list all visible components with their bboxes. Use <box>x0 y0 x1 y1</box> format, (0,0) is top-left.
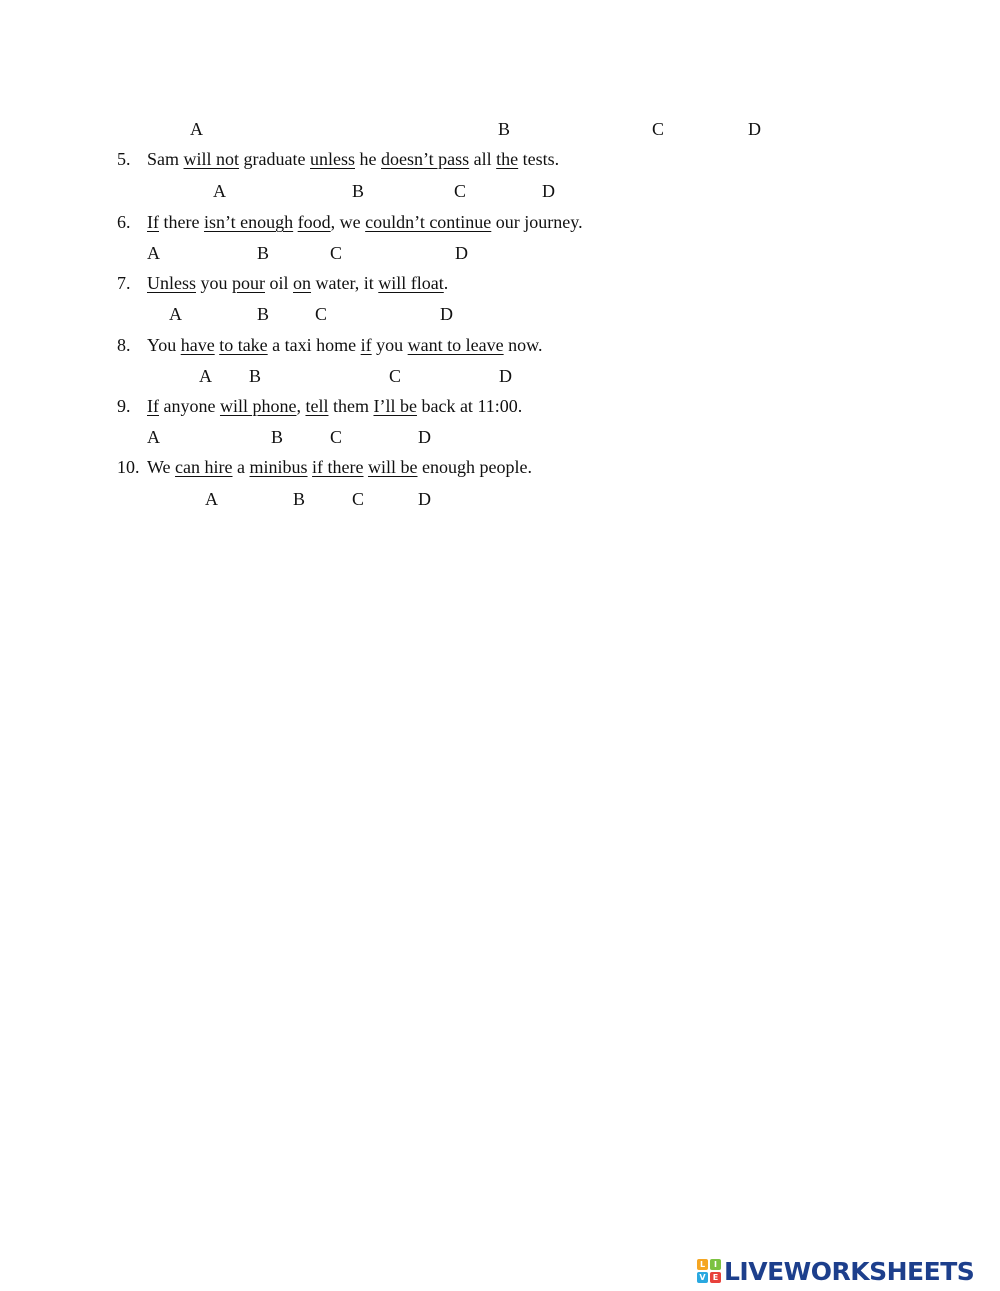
answer-letter: A <box>205 489 218 509</box>
underlined-segment: on <box>293 273 312 293</box>
logo-text: LIVEWORKSHEETS <box>724 1256 975 1286</box>
sentence-segment: you <box>371 335 408 355</box>
answer-letter: D <box>542 181 555 201</box>
question-number: 7. <box>117 273 131 293</box>
sentence-segment: all <box>469 149 497 169</box>
underlined-segment: the <box>496 149 519 169</box>
logo-block: I <box>710 1259 721 1270</box>
underlined-segment: unless <box>310 149 355 169</box>
logo-blocks-icon <box>697 1259 721 1283</box>
underlined-segment: doesn’t pass <box>381 149 470 169</box>
answer-letter: C <box>652 119 665 139</box>
answer-letter: B <box>257 304 270 324</box>
underlined-segment: will be <box>368 457 418 477</box>
question-sentence <box>147 395 522 417</box>
underlined-segment: tell <box>305 396 329 416</box>
sentence-segment: you <box>196 273 232 293</box>
underlined-segment: Unless <box>147 273 196 293</box>
question-sentence <box>147 456 532 478</box>
answer-letter: B <box>498 119 511 139</box>
sentence-segment: tests. <box>518 149 560 169</box>
logo-block: E <box>710 1272 721 1283</box>
answer-letter: A <box>169 304 182 324</box>
liveworksheets-logo <box>697 1254 995 1288</box>
sentence-segment: , we <box>330 212 366 232</box>
answer-letter: D <box>748 119 761 139</box>
answer-letter: D <box>499 366 512 386</box>
underlined-segment: if <box>360 335 372 355</box>
sentence-segment: , <box>296 396 306 416</box>
answer-letter: B <box>257 243 270 263</box>
sentence-segment: . <box>443 273 449 293</box>
question-sentence <box>147 334 542 356</box>
answer-letter: C <box>315 304 328 324</box>
question-sentence <box>147 272 448 294</box>
sentence-segment: anyone <box>159 396 220 416</box>
answer-letter: A <box>147 243 160 263</box>
answer-letter: A <box>190 119 203 139</box>
question-sentence <box>147 148 559 170</box>
answer-letter: D <box>440 304 453 324</box>
answer-letter: C <box>389 366 402 386</box>
question-number: 9. <box>117 396 131 416</box>
underlined-segment: want to leave <box>407 335 504 355</box>
sentence-segment: them <box>328 396 374 416</box>
answer-letter: A <box>213 181 226 201</box>
answer-letter: B <box>249 366 262 386</box>
underlined-segment: isn’t enough <box>203 212 294 232</box>
underlined-segment: will phone <box>219 396 297 416</box>
sentence-segment: there <box>159 212 204 232</box>
sentence-segment: a <box>232 457 250 477</box>
answer-letter: D <box>455 243 468 263</box>
question-number: 6. <box>117 212 131 232</box>
sentence-segment: You <box>147 335 181 355</box>
answer-letter: B <box>271 427 284 447</box>
sentence-segment: back at 11:00. <box>416 396 523 416</box>
question-number: 8. <box>117 335 131 355</box>
sentence-segment: a taxi home <box>267 335 361 355</box>
sentence-segment: We <box>147 457 176 477</box>
answer-letter: C <box>330 427 343 447</box>
answer-letter: C <box>454 181 467 201</box>
answer-letter: A <box>199 366 212 386</box>
answer-letter: D <box>418 427 431 447</box>
underlined-segment: food <box>297 212 331 232</box>
sentence-segment: graduate <box>239 149 310 169</box>
sentence-segment: enough people. <box>417 457 532 477</box>
logo-block: L <box>697 1259 708 1270</box>
underlined-segment: if there <box>312 457 364 477</box>
answer-letter: B <box>352 181 365 201</box>
answer-letter: B <box>293 489 306 509</box>
sentence-segment: oil <box>265 273 294 293</box>
underlined-segment: minibus <box>249 457 308 477</box>
question-number: 10. <box>117 457 140 477</box>
underlined-segment: couldn’t continue <box>365 212 492 232</box>
underlined-segment: will float <box>378 273 444 293</box>
question-sentence <box>147 211 583 233</box>
underlined-segment: have <box>180 335 215 355</box>
answer-letter: C <box>330 243 343 263</box>
underlined-segment: to take <box>219 335 268 355</box>
underlined-segment: If <box>147 212 159 232</box>
underlined-segment: I’ll be <box>373 396 417 416</box>
answer-letter: C <box>352 489 365 509</box>
question-number: 5. <box>117 149 131 169</box>
sentence-segment: he <box>355 149 381 169</box>
sentence-segment: water, it <box>311 273 379 293</box>
sentence-segment: our journey. <box>491 212 583 232</box>
sentence-segment: now. <box>503 335 543 355</box>
answer-letter: A <box>147 427 160 447</box>
underlined-segment: will not <box>183 149 240 169</box>
underlined-segment: If <box>147 396 159 416</box>
underlined-segment: pour <box>232 273 265 293</box>
sentence-segment: Sam <box>147 149 184 169</box>
logo-block: V <box>697 1272 708 1283</box>
underlined-segment: can hire <box>175 457 233 477</box>
answer-letter: D <box>418 489 431 509</box>
